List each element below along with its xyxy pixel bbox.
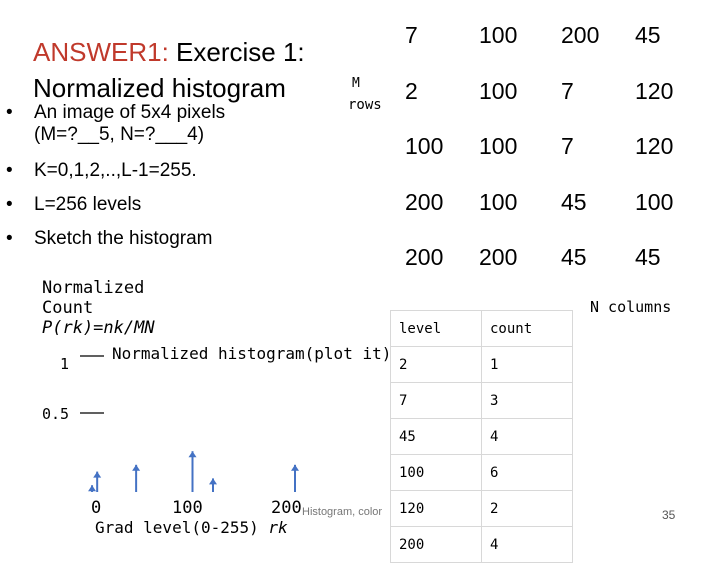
rows-label: rows	[348, 97, 382, 113]
matrix-cell: 200	[479, 244, 518, 271]
n-columns-label: N columns	[590, 298, 672, 316]
matrix-cell: 100	[479, 77, 518, 104]
y-label-line: Normalized	[42, 278, 145, 298]
bullet-levels: • L=256 levels	[6, 194, 225, 216]
histogram-stem-tip-120	[209, 478, 217, 484]
histogram-title: Normalized histogram(plot it)	[112, 344, 392, 363]
count-cell: 3	[482, 383, 573, 419]
matrix-cell: 2	[405, 77, 418, 104]
matrix-cell: 7	[405, 22, 418, 49]
level-cell: 200	[391, 527, 482, 563]
matrix-cell: 200	[561, 22, 600, 49]
y-label-line: Count	[42, 298, 94, 318]
matrix-cell: 200	[405, 244, 444, 271]
matrix-cell: 120	[635, 77, 674, 104]
footer-text: Histogram, color	[302, 506, 383, 518]
histogram-stem-tip-2	[88, 485, 96, 491]
level-cell: 120	[391, 491, 482, 527]
matrix-cell: 45	[561, 244, 587, 271]
y-tick-label-1: 1	[60, 355, 70, 373]
matrix-cell: 45	[561, 188, 587, 215]
bullet-k-range: • K=0,1,2,..,L-1=255.	[6, 160, 225, 182]
page-number: 35	[662, 508, 676, 522]
matrix-cell: 45	[635, 22, 661, 49]
histogram-x-label	[95, 518, 288, 537]
count-cell: 4	[482, 527, 573, 563]
title-prefix: ANSWER1:	[33, 37, 169, 67]
x-label-text: Grad level(0-255)	[95, 518, 259, 537]
level-cell: 7	[391, 383, 482, 419]
level-cell: 100	[391, 455, 482, 491]
header-count: count	[482, 311, 573, 347]
y-tick-label-0-5: 0.5	[42, 405, 70, 423]
matrix-cell: 200	[405, 188, 444, 215]
header-level: level	[391, 311, 482, 347]
histogram-stem-tip-7	[93, 472, 101, 478]
matrix-cell: 100	[405, 133, 444, 160]
matrix-cell: 120	[635, 133, 674, 160]
histogram-stem-tip-200	[291, 465, 299, 471]
matrix-cell: 45	[635, 244, 661, 271]
histogram-stem-tip-45	[132, 465, 140, 471]
level-cell: 45	[391, 419, 482, 455]
x-tick-label-0: 0	[91, 498, 102, 518]
histogram-stem-tip-100	[189, 451, 197, 457]
matrix-cell: 100	[479, 133, 518, 160]
title-rest: Exercise 1:	[168, 37, 305, 67]
x-label-var: rk	[268, 518, 288, 537]
bullet-sketch: • Sketch the histogram	[6, 228, 225, 250]
matrix-cell: 100	[479, 188, 518, 215]
matrix-cell: 7	[561, 77, 574, 104]
matrix-cell: 100	[635, 188, 674, 215]
count-cell: 6	[482, 455, 573, 491]
m-rows-label: M	[352, 76, 360, 91]
count-cell: 2	[482, 491, 573, 527]
count-cell: 1	[482, 347, 573, 383]
count-cell: 4	[482, 419, 573, 455]
title-line2: Normalized histogram	[33, 73, 286, 103]
x-tick-label-200: 200	[271, 498, 302, 518]
y-label-formula: P(rk)=nk/MN	[42, 318, 155, 338]
bullet-image-size-answer: (M=?__5, N=?___4)	[34, 124, 205, 145]
level-cell: 2	[391, 347, 482, 383]
bullet-image-size: • An image of 5x4 pixels	[6, 102, 225, 124]
x-tick-label-100: 100	[172, 498, 203, 518]
matrix-cell: 100	[479, 22, 518, 49]
matrix-cell: 7	[561, 133, 574, 160]
